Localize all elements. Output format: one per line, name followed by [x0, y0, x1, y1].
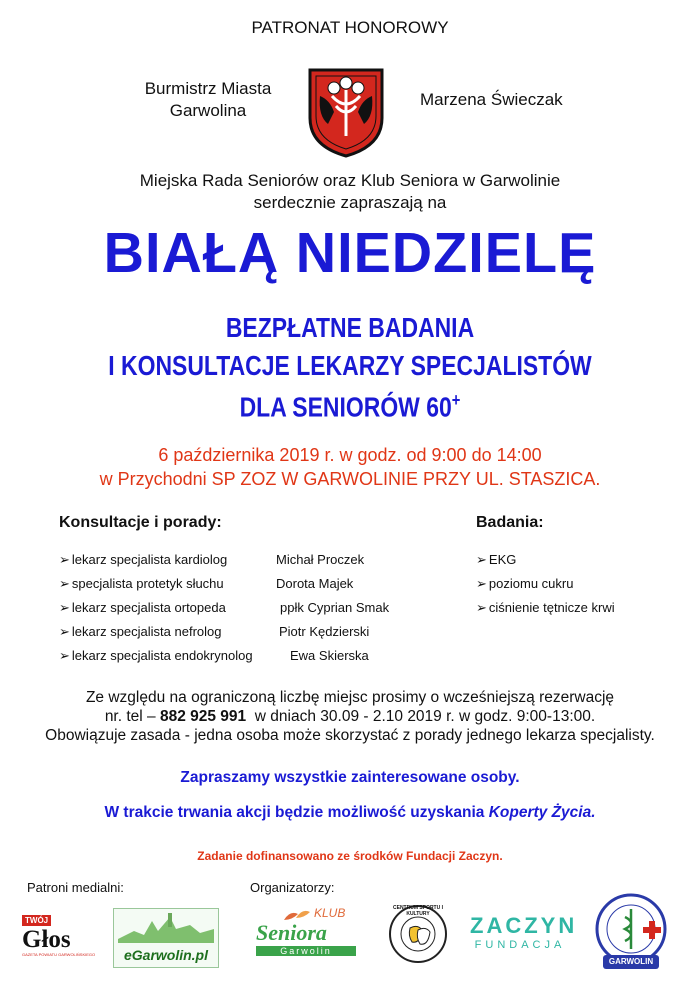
subheadline-plus: +	[451, 390, 461, 410]
cta-line2-emphasis: Koperty Życia.	[488, 804, 596, 821]
test-name: poziomu cukru	[488, 576, 574, 591]
consultations-heading: Konsultacje i porady:	[59, 514, 222, 531]
test-name: EKG	[488, 552, 517, 567]
list-item	[59, 648, 253, 664]
bullet-arrow-icon: ➢	[59, 576, 70, 591]
zaczyn-logo-sub: FUNDACJA	[474, 939, 566, 951]
phone-number: 882 925 991	[159, 708, 247, 725]
glos-logo	[22, 910, 100, 964]
centrum-logo-text: CENTRUM SPORTU I KULTURY	[393, 905, 443, 917]
invitation-line2: serdecznie zapraszają na	[253, 193, 447, 212]
subheadline-line2: I KONSULTACJE LEKARZY SPECJALISTÓW	[108, 350, 592, 381]
doctor-name: Michał Proczek	[276, 552, 365, 567]
doctor-name: ppłk Cyprian Smak	[280, 600, 390, 615]
klub-logo-small: KLUB	[314, 906, 346, 920]
egarwolin-logo	[113, 908, 219, 968]
media-patrons-heading: Patroni medialni:	[27, 880, 124, 895]
list-item	[59, 600, 226, 616]
doctor-name: Ewa Skierska	[290, 648, 369, 663]
glos-logo-sub: GAZETA POWIATU GARWOLIŃSKIEGO	[22, 952, 96, 957]
klub-logo-city: Garwolin	[256, 946, 356, 956]
subheadline-line3-text: DLA SENIORÓW 60	[239, 391, 452, 423]
klub-logo-main: Seniora	[256, 920, 327, 945]
list-item	[476, 600, 615, 616]
subheadline-line3	[63, 390, 637, 423]
patron-mayor-line1: Burmistrz Miasta	[144, 79, 272, 98]
bullet-arrow-icon: ➢	[476, 600, 487, 615]
funding-note: Zadanie dofinansowano ze środków Fundacji Zaczyn.	[197, 849, 503, 863]
phone-label: nr. tel –	[104, 708, 156, 725]
reservation-line2	[0, 707, 700, 726]
list-item	[59, 552, 227, 568]
reservation-line3: Obowiązuje zasada - jedna osoba może skorzystać z porady jednego lekarza specjalisty.	[45, 727, 655, 744]
cta-line1: Zapraszamy wszystkie zainteresowane osoby.	[180, 769, 520, 786]
event-details	[0, 443, 700, 491]
glos-logo-main: Głos	[22, 926, 71, 953]
patron-mayor	[108, 78, 308, 122]
event-place: w Przychodni SP ZOZ W GARWOLINIE PRZY UL. STASZICA.	[99, 469, 601, 489]
patron-mayor-line2: Garwolina	[169, 101, 247, 120]
klub-seniora-logo	[252, 906, 362, 962]
specialty: lekarz specjalista endokrynolog	[71, 648, 253, 663]
glos-logo-top: TWÓJ	[22, 915, 51, 926]
list-item	[476, 552, 516, 568]
bullet-arrow-icon: ➢	[59, 552, 70, 567]
reservation-line1: Ze względu na ograniczoną liczbę miejsc prosimy o wcześniejszą rezerwację	[85, 689, 615, 706]
bullet-arrow-icon: ➢	[59, 624, 70, 639]
event-date: 6 października 2019 r. w godz. od 9:00 do 14:00	[158, 445, 542, 465]
invitation-line1: Miejska Rada Seniorów oraz Klub Seniora w Garwolinie	[139, 171, 561, 190]
bullet-arrow-icon: ➢	[476, 576, 487, 591]
bullet-arrow-icon: ➢	[59, 648, 70, 663]
tests-heading: Badania:	[476, 514, 544, 531]
centrum-logo	[388, 904, 448, 964]
egarwolin-logo-text: eGarwolin.pl	[123, 947, 208, 963]
reservation-note	[0, 688, 700, 745]
test-name: ciśnienie tętnicze krwi	[488, 600, 615, 615]
invitation-text	[0, 170, 700, 214]
specialty: lekarz specjalista ortopeda	[71, 600, 226, 615]
spzoz-logo	[595, 893, 667, 973]
specialty: lekarz specjalista nefrolog	[71, 624, 222, 639]
zaczyn-logo	[470, 913, 578, 953]
doctor-name: Piotr Kędzierski	[279, 624, 370, 639]
specialty: specjalista protetyk słuchu	[71, 576, 224, 591]
reservation-dates: w dniach 30.09 - 2.10 2019 r. w godz. 9:00-13:00.	[254, 708, 596, 725]
bullet-arrow-icon: ➢	[476, 552, 487, 567]
cta-line2-text: W trakcie trwania akcji będzie możliwość uzyskania	[104, 804, 485, 821]
subheadline-line1: BEZPŁATNE BADANIA	[225, 312, 475, 343]
garwolin-coat-of-arms-icon	[306, 66, 386, 158]
zaczyn-logo-main: ZACZYN	[470, 913, 578, 938]
spzoz-logo-city: GARWOLIN	[608, 957, 654, 966]
organizers-heading: Organizatorzy:	[250, 880, 335, 895]
patronage-title: PATRONAT HONOROWY	[251, 18, 449, 37]
headline: BIAŁĄ NIEDZIELĘ	[103, 221, 597, 285]
bullet-arrow-icon: ➢	[59, 600, 70, 615]
list-item	[59, 624, 221, 640]
list-item	[59, 576, 224, 592]
list-item	[476, 576, 573, 592]
doctor-name: Dorota Majek	[276, 576, 354, 591]
patron-starost: Marzena Świeczak	[420, 90, 563, 109]
cta-line2	[0, 804, 700, 822]
skyline-icon	[114, 909, 218, 943]
specialty: lekarz specjalista kardiolog	[71, 552, 228, 567]
